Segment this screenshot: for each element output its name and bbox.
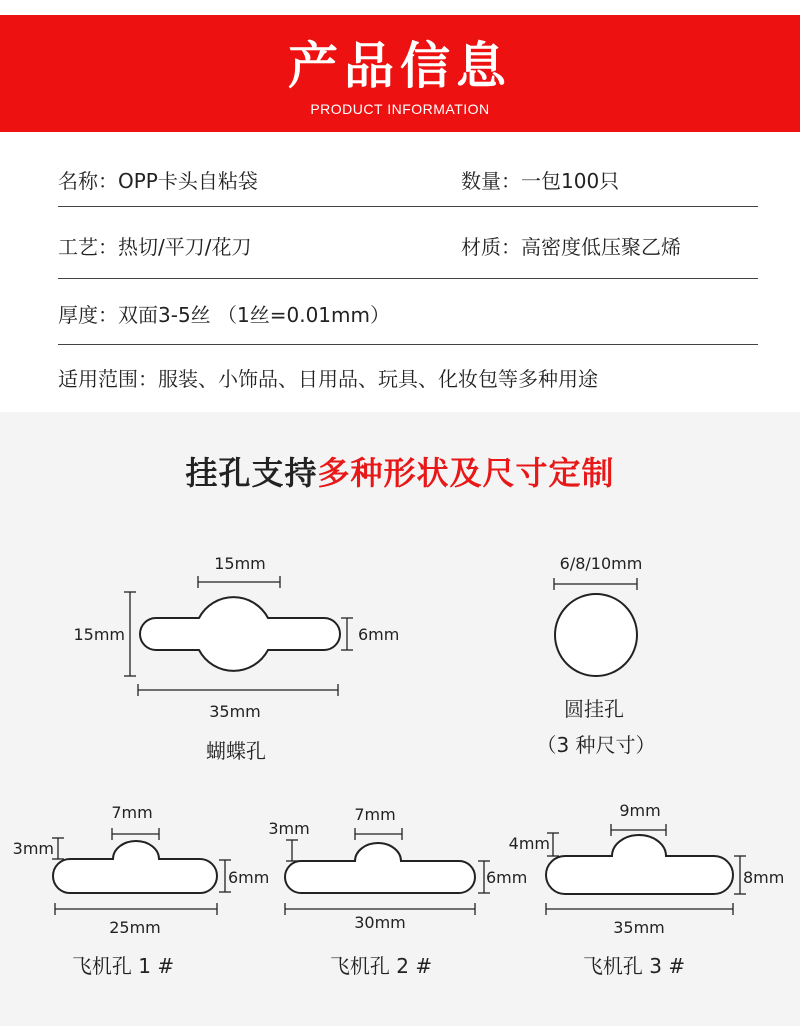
plane1-right-dim: 6mm — [228, 868, 270, 887]
info-material: 材质：高密度低压聚乙烯 — [461, 235, 681, 259]
page-title: 产品信息 — [288, 37, 512, 95]
plane2-left-dim: 3mm — [268, 819, 310, 838]
info-quantity: 数量：一包100只 — [461, 169, 620, 193]
plane-hole-3-shape — [546, 835, 733, 894]
plane2-top-dim: 7mm — [354, 805, 396, 824]
plane1-label: 飞机孔 1 # — [71, 954, 175, 978]
plane3-left-dim: 4mm — [508, 834, 550, 853]
divider — [58, 206, 758, 207]
butterfly-top-dim: 15mm — [214, 554, 266, 573]
page-subtitle: PRODUCT INFORMATION — [310, 101, 490, 117]
plane1-bottom-dim: 25mm — [109, 918, 161, 937]
butterfly-left-dim: 15mm — [73, 625, 125, 644]
info-thickness: 厚度：双面3-5丝 （1丝=0.01mm） — [58, 303, 391, 327]
section-heading-highlight: 多种形状及尺寸定制 — [317, 454, 615, 492]
plane3-bottom-dim: 35mm — [613, 918, 665, 937]
info-row-4 — [58, 344, 758, 414]
plane3-label: 飞机孔 3 # — [582, 954, 686, 978]
butterfly-hole-shape — [140, 597, 340, 671]
hang-hole-diagrams — [0, 412, 800, 1026]
butterfly-bottom-dim: 35mm — [209, 702, 261, 721]
plane2-bottom-dim: 30mm — [354, 913, 406, 932]
product-info-table — [0, 132, 800, 412]
plane-hole-2-shape — [285, 843, 475, 893]
plane3-top-dim: 9mm — [619, 801, 661, 820]
header-banner — [0, 15, 800, 132]
plane1-top-dim: 7mm — [111, 803, 153, 822]
round-sublabel: （3 种尺寸） — [536, 733, 656, 757]
round-hole-shape — [555, 594, 637, 676]
section-heading-prefix: 挂孔支持 — [185, 454, 318, 492]
round-top-dim: 6/8/10mm — [559, 554, 643, 573]
plane3-right-dim: 8mm — [743, 868, 785, 887]
info-name: 名称：OPP卡头自粘袋 — [58, 169, 258, 193]
info-process: 工艺：热切/平刀/花刀 — [58, 235, 252, 259]
divider — [58, 278, 758, 279]
plane2-label: 飞机孔 2 # — [329, 954, 433, 978]
plane2-right-dim: 6mm — [486, 868, 528, 887]
butterfly-right-dim: 6mm — [358, 625, 400, 644]
butterfly-label: 蝴蝶孔 — [206, 739, 266, 763]
plane-hole-1-shape — [53, 841, 217, 893]
info-usage: 适用范围：服装、小饰品、日用品、玩具、化妆包等多种用途 — [58, 367, 598, 391]
round-label: 圆挂孔 — [564, 697, 624, 721]
info-row-3 — [58, 280, 758, 350]
hang-hole-section — [0, 412, 800, 1026]
plane1-left-dim: 3mm — [12, 839, 54, 858]
info-row-2 — [58, 212, 758, 282]
